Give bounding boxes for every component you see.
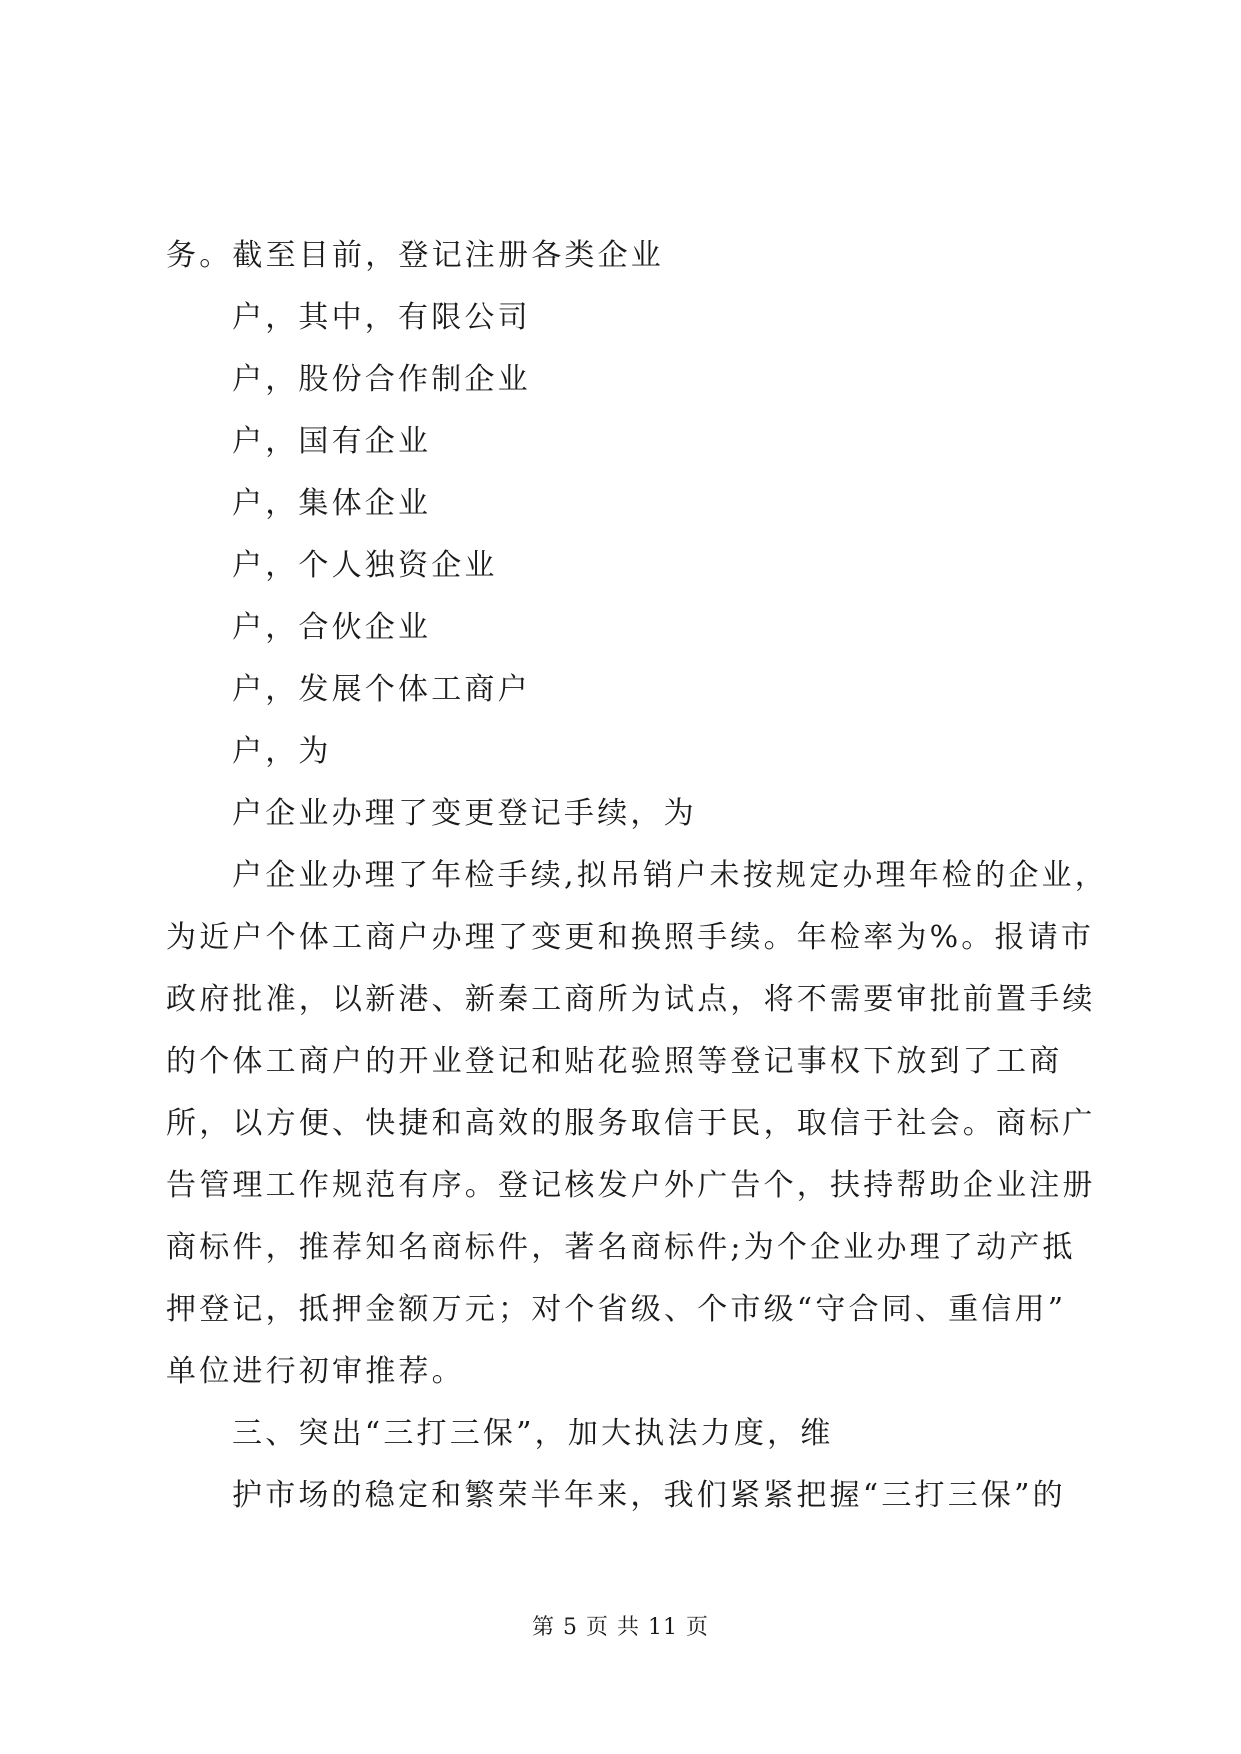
text-line: 为近户个体工商户办理了变更和换照手续。年检率为%。报请市	[166, 920, 1095, 955]
text-line: 政府批准，以新港、新秦工商所为试点，将不需要审批前置手续	[166, 982, 1096, 1017]
text-line: 所，以方便、快捷和高效的服务取信于民，取信于社会。商标广	[166, 1106, 1096, 1141]
text-line: 户，其中，有限公司	[232, 300, 531, 335]
text-line: 的个体工商户的开业登记和贴花验照等登记事权下放到了工商	[166, 1044, 1063, 1079]
text-line: 户，国有企业	[232, 424, 432, 459]
text-line: 户企业办理了变更登记手续，为	[232, 796, 697, 831]
text-line: 务。截至目前，登记注册各类企业	[166, 238, 664, 273]
text-line: 户，为	[232, 734, 332, 769]
text-line: 户，合伙企业	[232, 610, 432, 645]
text-line: 户，股份合作制企业	[232, 362, 531, 397]
text-line: 护市场的稳定和繁荣半年来，我们紧紧把握“三打三保”的	[232, 1478, 1066, 1513]
text-line: 户，发展个体工商户	[232, 672, 531, 707]
text-line: 商标件，推荐知名商标件，著名商标件;为个企业办理了动产抵	[166, 1230, 1076, 1265]
text-line: 告管理工作规范有序。登记核发户外广告个，扶持帮助企业注册	[166, 1168, 1096, 1203]
text-line: 押登记，抵押金额万元；对个省级、个市级“守合同、重信用”	[166, 1292, 1067, 1327]
page-number-footer: 第 5 页 共 11 页	[532, 1615, 709, 1640]
text-line: 单位进行初审推荐。	[166, 1354, 465, 1389]
text-line: 户企业办理了年检手续,拟吊销户未按规定办理年检的企业，	[232, 858, 1108, 893]
section-heading-line: 三、突出“三打三保”，加大执法力度，维	[232, 1416, 834, 1451]
text-line: 户，个人独资企业	[232, 548, 498, 583]
text-line: 户，集体企业	[232, 486, 432, 521]
